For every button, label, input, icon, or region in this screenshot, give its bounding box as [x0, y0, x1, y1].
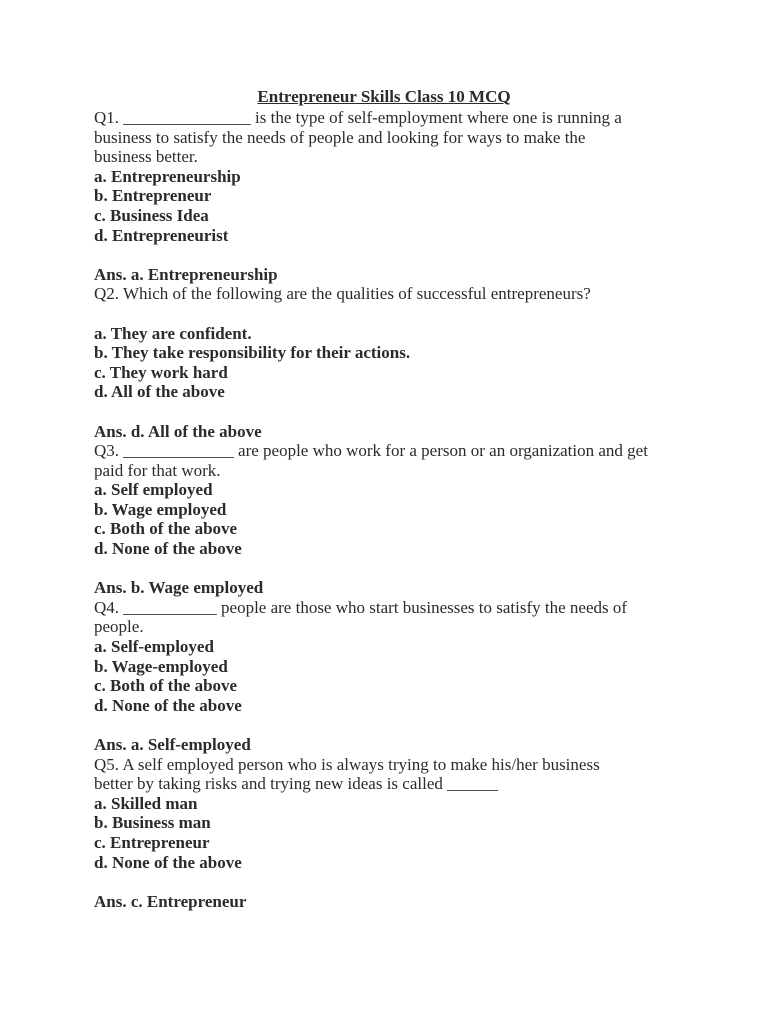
spacer — [94, 245, 694, 265]
answer: Ans. c. Entrepreneur — [94, 891, 247, 911]
option-a: a. Self employed — [94, 480, 213, 500]
option-d: d. None of the above — [94, 852, 242, 872]
question-line: paid for that work. — [94, 460, 221, 480]
question-line: Q3. _____________ are people who work for a person or an organization and get — [94, 441, 648, 461]
option-b: b. They take responsibility for their actions. — [94, 343, 411, 363]
answer: Ans. b. Wage employed — [94, 578, 264, 598]
question-line: Q5. A self employed person who is always trying to make his/her business — [94, 754, 600, 774]
option-a: a. Self-employed — [94, 637, 214, 657]
question-line: business better. — [94, 147, 198, 167]
answer: Ans. d. All of the above — [94, 421, 262, 441]
document-title: Entrepreneur Skills Class 10 MCQ — [257, 87, 511, 106]
option-d: d. None of the above — [94, 539, 242, 559]
question-block-4 — [94, 598, 694, 755]
question-line: Q1. _______________ is the type of self-employment where one is running a — [94, 108, 622, 127]
spacer — [94, 402, 694, 422]
option-a: a. Skilled man — [94, 793, 198, 813]
option-d: d. None of the above — [94, 695, 242, 715]
option-a: a. They are confident. — [94, 323, 252, 343]
option-c: c. Entrepreneur — [94, 832, 210, 852]
option-b: b. Wage-employed — [94, 656, 228, 676]
question-block-5 — [94, 755, 694, 912]
spacer — [94, 715, 694, 735]
answer: Ans. a. Entrepreneurship — [94, 264, 278, 284]
question-line: people. — [94, 617, 144, 637]
option-c: c. Both of the above — [94, 676, 238, 696]
question-block-2 — [94, 284, 694, 441]
option-b: b. Business man — [94, 813, 211, 833]
spacer — [94, 872, 694, 892]
answer: Ans. a. Self-employed — [94, 735, 251, 754]
question-block-1 — [94, 108, 694, 284]
option-b: b. Entrepreneur — [94, 186, 212, 206]
option-c: c. Both of the above — [94, 519, 238, 539]
question-block-3 — [94, 441, 694, 598]
option-c: c. Business Idea — [94, 205, 209, 225]
option-d: d. All of the above — [94, 382, 225, 402]
document-content — [94, 86, 694, 911]
question-line: Q4. ___________ people are those who start businesses to satisfy the needs of — [94, 597, 628, 617]
question-line: business to satisfy the needs of people and looking for ways to make the — [94, 127, 586, 147]
spacer — [94, 304, 694, 324]
question-line: better by taking risks and trying new ideas is called ______ — [94, 774, 499, 794]
spacer — [94, 559, 694, 579]
option-a: a. Entrepreneurship — [94, 166, 241, 186]
option-c: c. They work hard — [94, 362, 228, 382]
option-d: d. Entrepreneurist — [94, 225, 229, 245]
question-line: Q2. Which of the following are the qualities of successful entrepreneurs? — [94, 284, 591, 304]
option-b: b. Wage employed — [94, 499, 227, 519]
